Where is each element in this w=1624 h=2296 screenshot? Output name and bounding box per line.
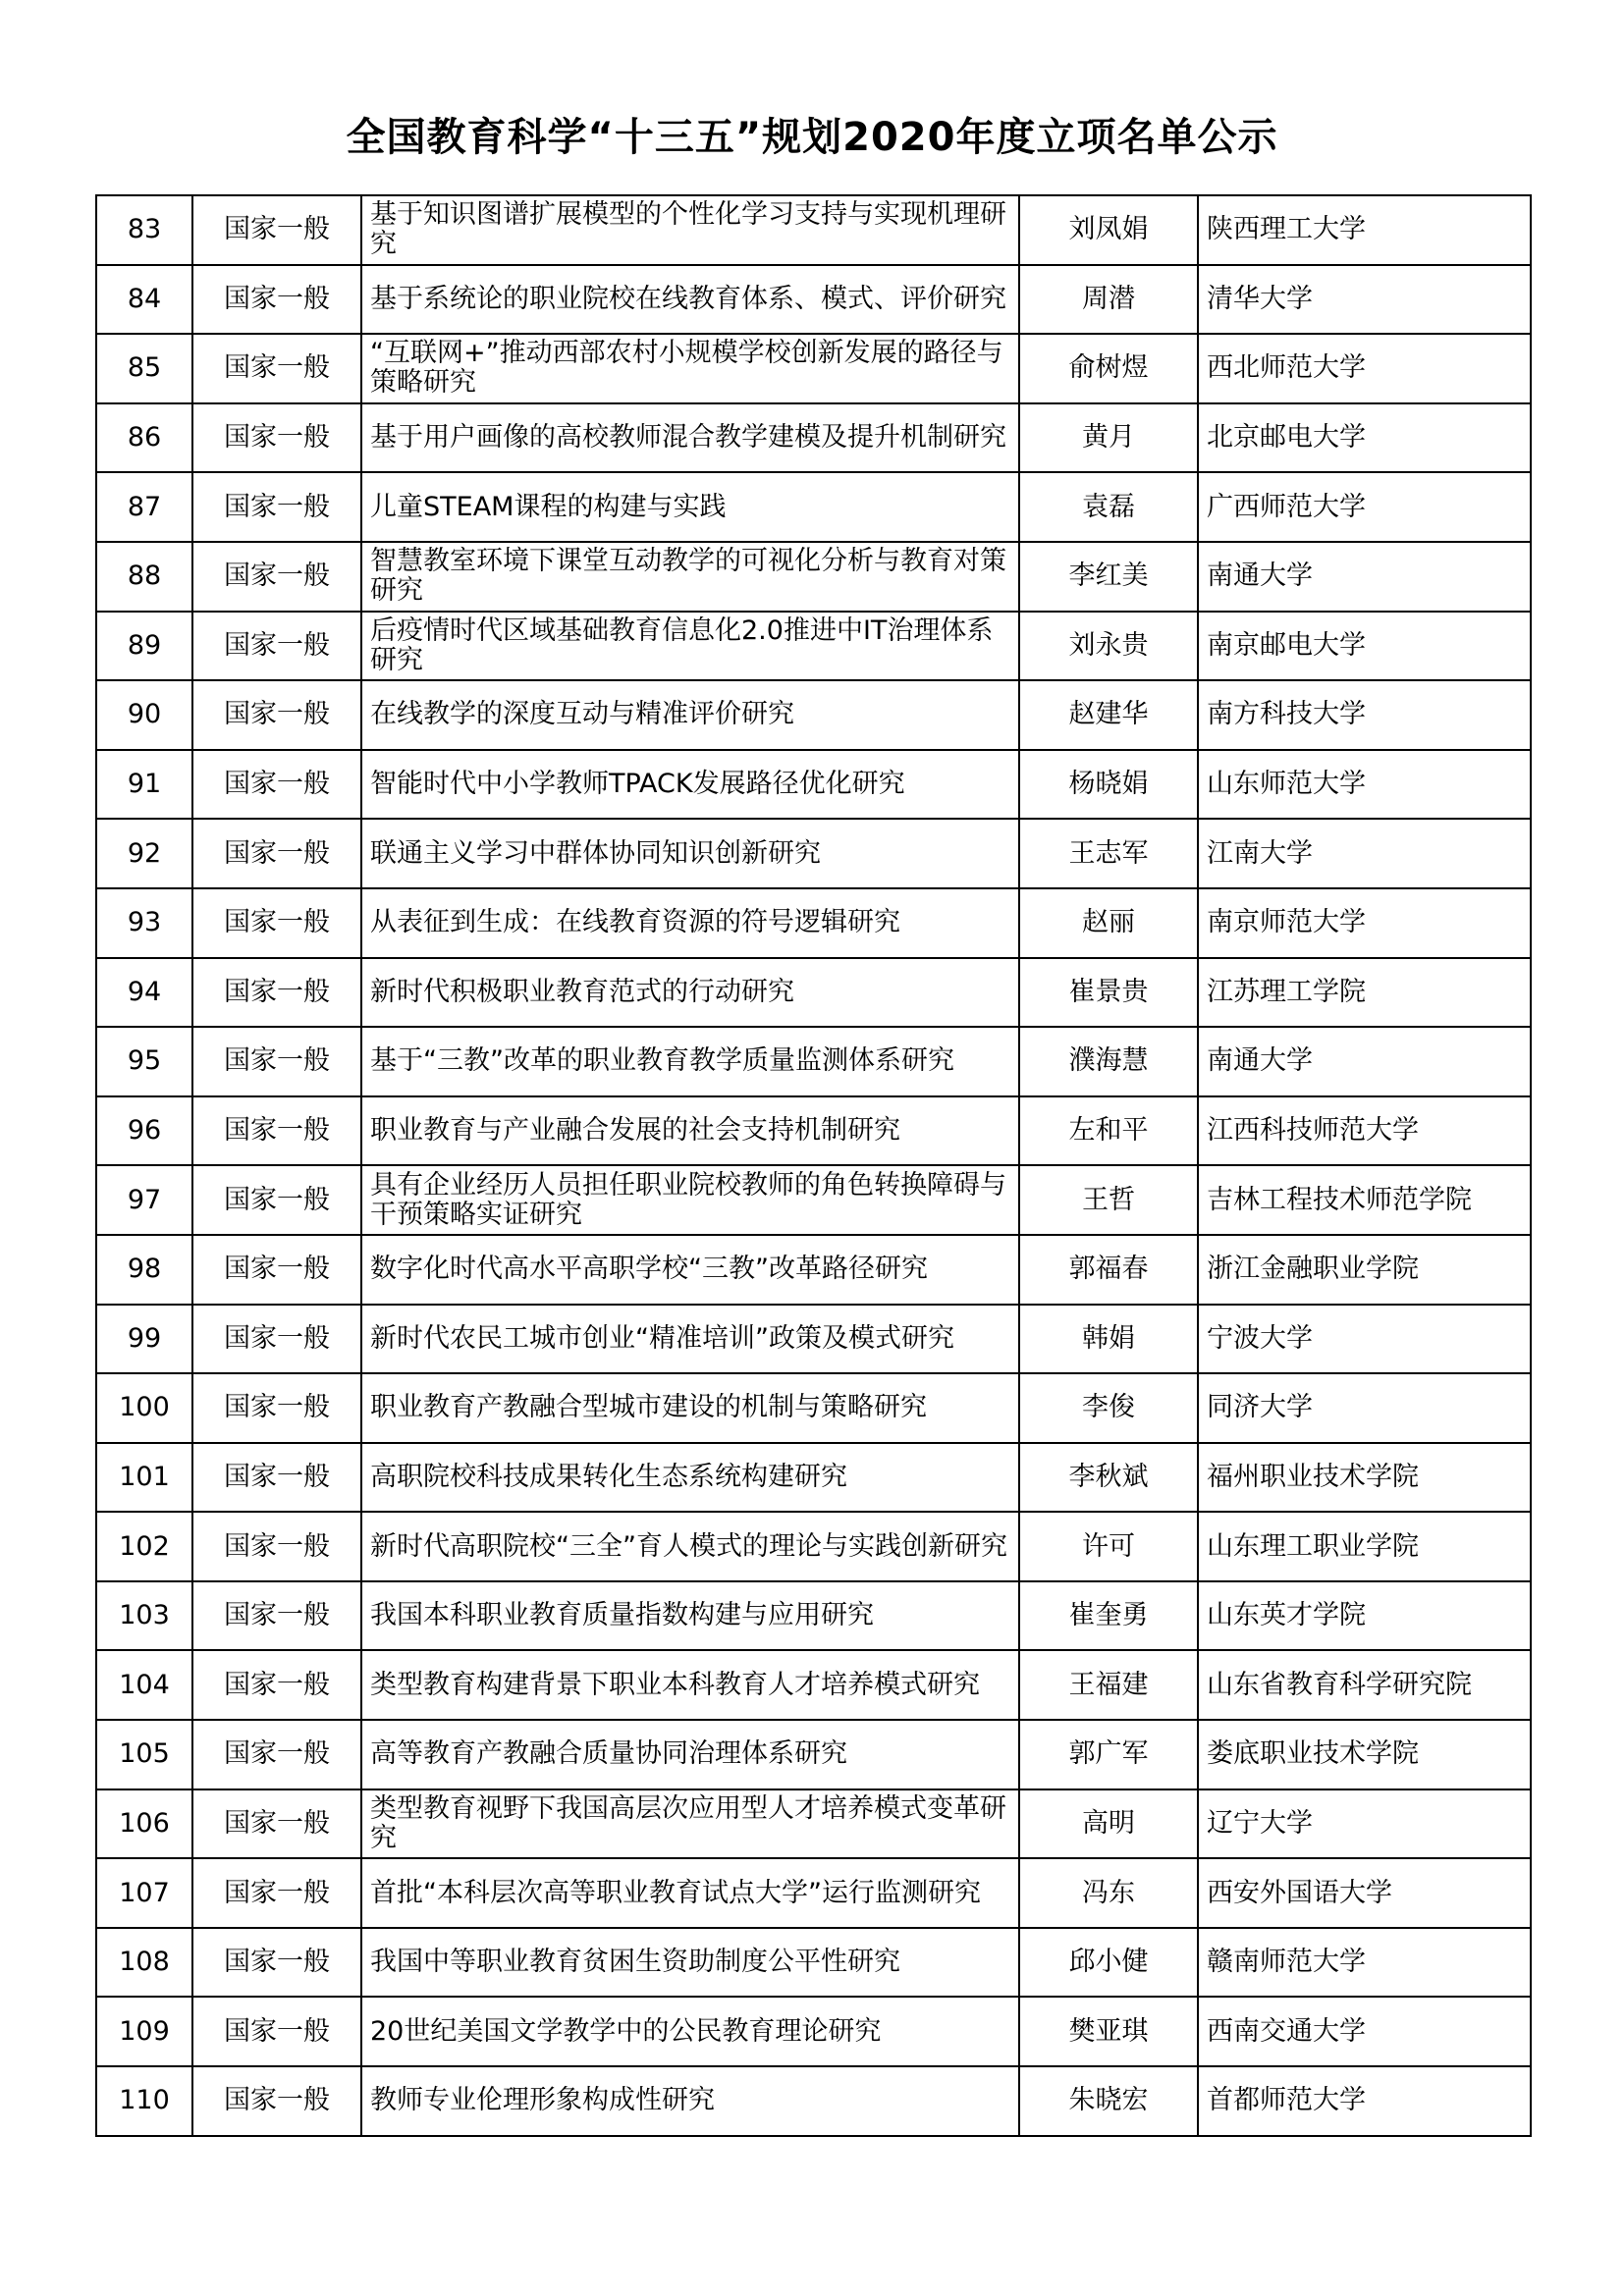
project-category: 国家一般 [192, 1789, 361, 1859]
row-number: 103 [96, 1581, 192, 1651]
project-category: 国家一般 [192, 1512, 361, 1581]
institution-name: 广西师范大学 [1198, 472, 1531, 542]
project-category: 国家一般 [192, 1720, 361, 1789]
project-title: “互联网+”推动西部农村小规模学校创新发展的路径与策略研究 [361, 334, 1019, 403]
table-row [96, 1858, 1531, 1928]
project-title: 联通主义学习中群体协同知识创新研究 [361, 819, 1019, 888]
row-number: 107 [96, 1858, 192, 1928]
project-leader: 刘凤娟 [1019, 195, 1198, 265]
institution-name: 山东理工职业学院 [1198, 1512, 1531, 1581]
project-title: 类型教育视野下我国高层次应用型人才培养模式变革研究 [361, 1789, 1019, 1859]
project-leader: 周潜 [1019, 265, 1198, 335]
institution-name: 同济大学 [1198, 1373, 1531, 1443]
project-category: 国家一般 [192, 1027, 361, 1096]
page-title: 全国教育科学“十三五”规划2020年度立项名单公示 [346, 115, 1278, 160]
project-category: 国家一般 [192, 265, 361, 335]
project-leader: 李俊 [1019, 1373, 1198, 1443]
row-number: 95 [96, 1027, 192, 1096]
table-row [96, 472, 1531, 542]
project-title: 智慧教室环境下课堂互动教学的可视化分析与教育对策研究 [361, 542, 1019, 612]
row-number: 93 [96, 888, 192, 958]
row-number: 85 [96, 334, 192, 403]
project-title: 儿童STEAM课程的构建与实践 [361, 472, 1019, 542]
table-row [96, 334, 1531, 403]
row-number: 105 [96, 1720, 192, 1789]
project-title: 从表征到生成：在线教育资源的符号逻辑研究 [361, 888, 1019, 958]
project-category: 国家一般 [192, 542, 361, 612]
project-category: 国家一般 [192, 1928, 361, 1998]
table-row [96, 1789, 1531, 1859]
project-category: 国家一般 [192, 2066, 361, 2136]
institution-name: 山东省教育科学研究院 [1198, 1650, 1531, 1720]
institution-name: 西北师范大学 [1198, 334, 1531, 403]
project-category: 国家一般 [192, 1165, 361, 1235]
project-leader: 韩娟 [1019, 1305, 1198, 1374]
table-row [96, 1235, 1531, 1305]
table-row [96, 1027, 1531, 1096]
project-leader: 郭广军 [1019, 1720, 1198, 1789]
project-leader: 王志军 [1019, 819, 1198, 888]
institution-name: 娄底职业技术学院 [1198, 1720, 1531, 1789]
project-category: 国家一般 [192, 1235, 361, 1305]
project-title: 在线教学的深度互动与精准评价研究 [361, 680, 1019, 750]
row-number: 98 [96, 1235, 192, 1305]
institution-name: 南方科技大学 [1198, 680, 1531, 750]
table-row [96, 1165, 1531, 1235]
row-number: 99 [96, 1305, 192, 1374]
table-row [96, 195, 1531, 265]
row-number: 104 [96, 1650, 192, 1720]
row-number: 84 [96, 265, 192, 335]
table-row [96, 612, 1531, 681]
table-row [96, 819, 1531, 888]
row-number: 92 [96, 819, 192, 888]
institution-name: 山东英才学院 [1198, 1581, 1531, 1651]
institution-name: 南通大学 [1198, 1027, 1531, 1096]
row-number: 91 [96, 750, 192, 820]
row-number: 88 [96, 542, 192, 612]
project-leader: 王哲 [1019, 1165, 1198, 1235]
project-title: 教师专业伦理形象构成性研究 [361, 2066, 1019, 2136]
project-title: 20世纪美国文学教学中的公民教育理论研究 [361, 1997, 1019, 2066]
project-leader: 冯东 [1019, 1858, 1198, 1928]
project-title: 新时代高职院校“三全”育人模式的理论与实践创新研究 [361, 1512, 1019, 1581]
project-leader: 刘永贵 [1019, 612, 1198, 681]
row-number: 96 [96, 1096, 192, 1166]
row-number: 87 [96, 472, 192, 542]
table-row [96, 1096, 1531, 1166]
institution-name: 首都师范大学 [1198, 2066, 1531, 2136]
row-number: 83 [96, 195, 192, 265]
project-title: 智能时代中小学教师TPACK发展路径优化研究 [361, 750, 1019, 820]
project-leader: 郭福春 [1019, 1235, 1198, 1305]
project-title: 职业教育与产业融合发展的社会支持机制研究 [361, 1096, 1019, 1166]
project-leader: 濮海慧 [1019, 1027, 1198, 1096]
project-leader: 左和平 [1019, 1096, 1198, 1166]
row-number: 97 [96, 1165, 192, 1235]
project-leader: 高明 [1019, 1789, 1198, 1859]
row-number: 108 [96, 1928, 192, 1998]
row-number: 101 [96, 1443, 192, 1513]
project-leader: 俞树煜 [1019, 334, 1198, 403]
project-title: 我国本科职业教育质量指数构建与应用研究 [361, 1581, 1019, 1651]
project-leader: 杨晓娟 [1019, 750, 1198, 820]
table-row [96, 265, 1531, 335]
institution-name: 江南大学 [1198, 819, 1531, 888]
project-category: 国家一般 [192, 472, 361, 542]
project-leader: 袁磊 [1019, 472, 1198, 542]
project-leader: 黄月 [1019, 403, 1198, 473]
table-row [96, 1373, 1531, 1443]
institution-name: 南京师范大学 [1198, 888, 1531, 958]
institution-name: 吉林工程技术师范学院 [1198, 1165, 1531, 1235]
project-title: 基于“三教”改革的职业教育教学质量监测体系研究 [361, 1027, 1019, 1096]
table-row [96, 1997, 1531, 2066]
project-leader: 李秋斌 [1019, 1443, 1198, 1513]
row-number: 89 [96, 612, 192, 681]
project-leader: 王福建 [1019, 1650, 1198, 1720]
institution-name: 辽宁大学 [1198, 1789, 1531, 1859]
row-number: 90 [96, 680, 192, 750]
project-category: 国家一般 [192, 888, 361, 958]
project-leader: 崔奎勇 [1019, 1581, 1198, 1651]
project-category: 国家一般 [192, 958, 361, 1028]
project-title: 基于系统论的职业院校在线教育体系、模式、评价研究 [361, 265, 1019, 335]
table-row [96, 2066, 1531, 2136]
row-number: 110 [96, 2066, 192, 2136]
institution-name: 浙江金融职业学院 [1198, 1235, 1531, 1305]
project-leader: 赵丽 [1019, 888, 1198, 958]
table-row [96, 403, 1531, 473]
project-title: 新时代农民工城市创业“精准培训”政策及模式研究 [361, 1305, 1019, 1374]
project-title: 基于知识图谱扩展模型的个性化学习支持与实现机理研究 [361, 195, 1019, 265]
project-title: 高职院校科技成果转化生态系统构建研究 [361, 1443, 1019, 1513]
table-row [96, 1581, 1531, 1651]
table-row [96, 542, 1531, 612]
project-category: 国家一般 [192, 1443, 361, 1513]
project-title: 我国中等职业教育贫困生资助制度公平性研究 [361, 1928, 1019, 1998]
project-title: 首批“本科层次高等职业教育试点大学”运行监测研究 [361, 1858, 1019, 1928]
table-row [96, 750, 1531, 820]
project-title: 类型教育构建背景下职业本科教育人才培养模式研究 [361, 1650, 1019, 1720]
table-body [96, 195, 1531, 2136]
project-category: 国家一般 [192, 195, 361, 265]
institution-name: 南通大学 [1198, 542, 1531, 612]
project-category: 国家一般 [192, 680, 361, 750]
table-row [96, 1443, 1531, 1513]
institution-name: 清华大学 [1198, 265, 1531, 335]
project-title: 新时代积极职业教育范式的行动研究 [361, 958, 1019, 1028]
project-title: 基于用户画像的高校教师混合教学建模及提升机制研究 [361, 403, 1019, 473]
institution-name: 西南交通大学 [1198, 1997, 1531, 2066]
project-category: 国家一般 [192, 1581, 361, 1651]
project-category: 国家一般 [192, 403, 361, 473]
project-category: 国家一般 [192, 1305, 361, 1374]
institution-name: 西安外国语大学 [1198, 1858, 1531, 1928]
institution-name: 北京邮电大学 [1198, 403, 1531, 473]
project-title: 数字化时代高水平高职学校“三教”改革路径研究 [361, 1235, 1019, 1305]
row-number: 106 [96, 1789, 192, 1859]
project-list-table [95, 194, 1532, 2137]
project-leader: 朱晓宏 [1019, 2066, 1198, 2136]
institution-name: 福州职业技术学院 [1198, 1443, 1531, 1513]
project-category: 国家一般 [192, 750, 361, 820]
row-number: 86 [96, 403, 192, 473]
project-category: 国家一般 [192, 1373, 361, 1443]
project-leader: 许可 [1019, 1512, 1198, 1581]
institution-name: 江西科技师范大学 [1198, 1096, 1531, 1166]
row-number: 102 [96, 1512, 192, 1581]
project-title: 后疫情时代区域基础教育信息化2.0推进中IT治理体系研究 [361, 612, 1019, 681]
table-row [96, 1512, 1531, 1581]
project-category: 国家一般 [192, 819, 361, 888]
project-title: 职业教育产教融合型城市建设的机制与策略研究 [361, 1373, 1019, 1443]
institution-name: 陕西理工大学 [1198, 195, 1531, 265]
institution-name: 江苏理工学院 [1198, 958, 1531, 1028]
institution-name: 山东师范大学 [1198, 750, 1531, 820]
project-leader: 樊亚琪 [1019, 1997, 1198, 2066]
table-row [96, 958, 1531, 1028]
project-category: 国家一般 [192, 1858, 361, 1928]
row-number: 94 [96, 958, 192, 1028]
row-number: 109 [96, 1997, 192, 2066]
table-row [96, 680, 1531, 750]
project-leader: 李红美 [1019, 542, 1198, 612]
table-row [96, 1720, 1531, 1789]
project-leader: 邱小健 [1019, 1928, 1198, 1998]
project-category: 国家一般 [192, 1997, 361, 2066]
project-category: 国家一般 [192, 1650, 361, 1720]
project-title: 具有企业经历人员担任职业院校教师的角色转换障碍与干预策略实证研究 [361, 1165, 1019, 1235]
institution-name: 宁波大学 [1198, 1305, 1531, 1374]
project-category: 国家一般 [192, 612, 361, 681]
row-number: 100 [96, 1373, 192, 1443]
project-title: 高等教育产教融合质量协同治理体系研究 [361, 1720, 1019, 1789]
table-row [96, 888, 1531, 958]
project-leader: 赵建华 [1019, 680, 1198, 750]
project-category: 国家一般 [192, 1096, 361, 1166]
table-row [96, 1650, 1531, 1720]
project-category: 国家一般 [192, 334, 361, 403]
institution-name: 南京邮电大学 [1198, 612, 1531, 681]
project-leader: 崔景贵 [1019, 958, 1198, 1028]
table-row [96, 1928, 1531, 1998]
table-row [96, 1305, 1531, 1374]
institution-name: 赣南师范大学 [1198, 1928, 1531, 1998]
